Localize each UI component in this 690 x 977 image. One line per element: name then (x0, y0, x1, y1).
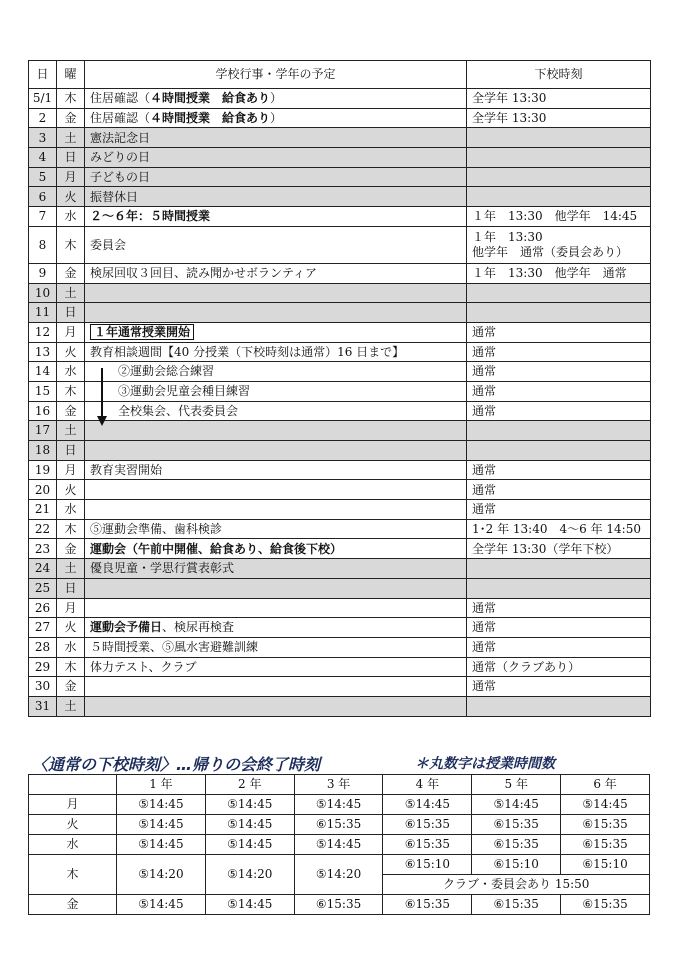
times-value: ⑤14:45 (561, 795, 650, 815)
times-weekday: 火 (29, 815, 117, 835)
schedule-row (29, 263, 651, 283)
dismissal-text: １年 13:30 他学年 14:45 (472, 209, 638, 224)
row-event (85, 559, 467, 579)
times-value: ⑤14:45 (117, 895, 206, 915)
row-dismissal (467, 108, 651, 128)
row-day: 28 (29, 637, 57, 657)
header-weekday: 曜 (57, 61, 85, 89)
row-dismissal (467, 342, 651, 362)
row-dismissal (467, 657, 651, 677)
dismissal-text: 通常 (472, 620, 497, 635)
row-event (85, 167, 467, 187)
times-value: ⑥15:10 (472, 855, 561, 875)
row-dismissal (467, 480, 651, 500)
event-text: 委員会 (90, 237, 127, 252)
times-value: ⑤14:45 (294, 795, 383, 815)
row-dismissal (467, 618, 651, 638)
row-weekday: 火 (57, 187, 85, 207)
row-event (85, 460, 467, 480)
row-event (85, 618, 467, 638)
row-event (85, 401, 467, 421)
schedule-row (29, 342, 651, 362)
period-arrow-icon (96, 368, 108, 428)
times-value: ⑤14:20 (205, 855, 294, 895)
schedule-row (29, 401, 651, 421)
row-weekday: 金 (57, 108, 85, 128)
dismissal-text: 通常 (472, 600, 497, 615)
header-day: 日 (29, 61, 57, 89)
schedule-row (29, 480, 651, 500)
schedule-row (29, 226, 651, 263)
row-day: 20 (29, 480, 57, 500)
row-event (85, 480, 467, 500)
row-weekday: 土 (57, 696, 85, 716)
times-value: ⑤14:45 (205, 835, 294, 855)
event-text: ③運動会児童会種目練習 (118, 384, 251, 399)
row-day: 22 (29, 519, 57, 539)
times-value: ⑤14:45 (117, 835, 206, 855)
row-dismissal (467, 637, 651, 657)
grade-header: 2 年 (205, 775, 294, 795)
schedule-table (28, 60, 651, 717)
event-text: ４時間授業 給食あり (150, 91, 271, 106)
row-weekday: 月 (57, 460, 85, 480)
event-text: 憲法記念日 (90, 130, 151, 145)
row-day: 26 (29, 598, 57, 618)
row-event (85, 226, 467, 263)
row-day: 25 (29, 578, 57, 598)
grade-header: 4 年 (383, 775, 472, 795)
row-dismissal (467, 500, 651, 520)
event-text: ４時間授業 給食あり (150, 110, 271, 125)
row-event (85, 637, 467, 657)
row-event (85, 578, 467, 598)
row-weekday: 水 (57, 637, 85, 657)
schedule-header-row (29, 61, 651, 89)
row-event (85, 519, 467, 539)
schedule-row (29, 677, 651, 697)
row-day: 8 (29, 226, 57, 263)
event-text: 体力テスト、クラブ (90, 659, 197, 674)
schedule-row (29, 362, 651, 382)
times-value: ⑥15:35 (294, 815, 383, 835)
row-weekday: 金 (57, 539, 85, 559)
row-dismissal (467, 303, 651, 323)
row-dismissal (467, 559, 651, 579)
row-day: 24 (29, 559, 57, 579)
row-event (85, 362, 467, 382)
times-value: ⑥15:35 (294, 895, 383, 915)
row-day: 3 (29, 128, 57, 148)
schedule-row (29, 322, 651, 342)
row-dismissal (467, 89, 651, 109)
row-dismissal (467, 578, 651, 598)
row-dismissal (467, 283, 651, 303)
row-event (85, 677, 467, 697)
row-dismissal (467, 677, 651, 697)
times-value: ⑥15:10 (383, 855, 472, 875)
row-weekday: 月 (57, 322, 85, 342)
row-weekday: 月 (57, 167, 85, 187)
event-text: 住居確認（ (90, 110, 151, 125)
row-dismissal (467, 226, 651, 263)
row-day: 6 (29, 187, 57, 207)
row-dismissal (467, 598, 651, 618)
dismissal-text: 1･2 年 13:40 4～6 年 14:50 (472, 521, 641, 536)
dismissal-text: 通常 (472, 482, 497, 497)
row-event (85, 657, 467, 677)
row-event (85, 303, 467, 323)
row-weekday: 水 (57, 500, 85, 520)
dismissal-text: 通常 (472, 364, 497, 379)
grade-header: 3 年 (294, 775, 383, 795)
row-event (85, 500, 467, 520)
schedule-row (29, 207, 651, 227)
dismissal-text: 全学年 13:30（学年下校） (472, 541, 619, 556)
row-weekday: 日 (57, 441, 85, 461)
times-value: ⑥15:35 (561, 815, 650, 835)
event-text: 検尿回収３回目、読み聞かせボランティア (90, 265, 318, 280)
schedule-row (29, 303, 651, 323)
dismissal-text: １年 13:30 他学年 通常 (472, 265, 627, 280)
dismissal-text: 通常 (472, 502, 497, 517)
grade-header: 1 年 (117, 775, 206, 795)
row-weekday: 火 (57, 480, 85, 500)
schedule-row (29, 89, 651, 109)
times-value: ⑥15:35 (472, 895, 561, 915)
row-dismissal (467, 128, 651, 148)
club-note: クラブ・委員会あり 15:50 (383, 875, 650, 895)
dismissal-text: 通常（クラブあり） (472, 659, 581, 674)
row-weekday: 木 (57, 657, 85, 677)
times-value: ⑥15:35 (561, 895, 650, 915)
row-dismissal (467, 441, 651, 461)
row-weekday: 木 (57, 226, 85, 263)
row-weekday: 日 (57, 578, 85, 598)
event-text: ５時間授業、⑤風水害避難訓練 (90, 640, 259, 655)
dismissal-heading-note: ＊丸数字は授業時間数 (415, 756, 555, 772)
schedule-row (29, 657, 651, 677)
times-value: ⑤14:45 (383, 795, 472, 815)
dismissal-text: 全学年 13:30 (472, 91, 547, 106)
dismissal-text: １年 13:30 (472, 230, 543, 245)
schedule-row (29, 441, 651, 461)
row-dismissal (467, 148, 651, 168)
row-day: 13 (29, 342, 57, 362)
schedule-row (29, 519, 651, 539)
row-dismissal (467, 539, 651, 559)
header-dismissal: 下校時刻 (467, 61, 651, 89)
row-day: 17 (29, 421, 57, 441)
dismissal-heading (30, 750, 650, 774)
row-weekday: 水 (57, 207, 85, 227)
row-event (85, 539, 467, 559)
row-day: 11 (29, 303, 57, 323)
row-event (85, 187, 467, 207)
row-event (85, 283, 467, 303)
row-event (85, 421, 467, 441)
row-event (85, 322, 467, 342)
times-value: ⑤14:45 (205, 795, 294, 815)
times-value: ⑤14:45 (117, 815, 206, 835)
row-day: 29 (29, 657, 57, 677)
row-day: 9 (29, 263, 57, 283)
event-text: ２～６年：５時間授業 (90, 209, 211, 224)
grade-header: 6 年 (561, 775, 650, 795)
schedule-row (29, 578, 651, 598)
event-text: 運動会予備日 (90, 620, 163, 635)
times-row (29, 835, 650, 855)
schedule-row (29, 460, 651, 480)
times-row (29, 895, 650, 915)
row-weekday: 水 (57, 362, 85, 382)
row-weekday: 火 (57, 342, 85, 362)
row-event (85, 342, 467, 362)
row-event (85, 89, 467, 109)
row-day: 31 (29, 696, 57, 716)
row-weekday: 土 (57, 559, 85, 579)
row-event (85, 207, 467, 227)
times-weekday: 月 (29, 795, 117, 815)
times-row (29, 795, 650, 815)
row-event (85, 108, 467, 128)
row-day: 12 (29, 322, 57, 342)
times-value: ⑤14:20 (117, 855, 206, 895)
row-day: 27 (29, 618, 57, 638)
row-day: 16 (29, 401, 57, 421)
schedule-row (29, 598, 651, 618)
row-dismissal (467, 381, 651, 401)
row-dismissal (467, 696, 651, 716)
schedule-row (29, 187, 651, 207)
row-day: 5/1 (29, 89, 57, 109)
grade-header: 5 年 (472, 775, 561, 795)
row-day: 2 (29, 108, 57, 128)
schedule-row (29, 167, 651, 187)
row-day: 21 (29, 500, 57, 520)
event-text: みどりの日 (90, 150, 151, 165)
event-text: ②運動会総合練習 (118, 364, 215, 379)
row-day: 14 (29, 362, 57, 382)
row-weekday: 日 (57, 148, 85, 168)
row-weekday: 木 (57, 519, 85, 539)
times-value: ⑤14:45 (294, 835, 383, 855)
event-text: ） (270, 110, 283, 125)
row-weekday: 木 (57, 381, 85, 401)
dismissal-text: 通常 (472, 384, 497, 399)
schedule-row (29, 128, 651, 148)
times-value: ⑥15:35 (472, 835, 561, 855)
row-weekday: 金 (57, 401, 85, 421)
times-value: ⑤14:45 (472, 795, 561, 815)
times-weekday: 水 (29, 835, 117, 855)
dismissal-text: 通常 (472, 403, 497, 418)
schedule-row (29, 500, 651, 520)
times-row (29, 815, 650, 835)
row-weekday: 土 (57, 128, 85, 148)
schedule-row (29, 539, 651, 559)
row-day: 7 (29, 207, 57, 227)
dismissal-text-2: 他学年 通常（委員会あり） (472, 244, 629, 259)
times-value: ⑤14:45 (205, 895, 294, 915)
schedule-row (29, 283, 651, 303)
event-text: 運動会（午前中開催、給食あり、給食後下校） (90, 541, 343, 556)
dismissal-text: 通常 (472, 462, 497, 477)
event-text: 優良児童・学思行賞表彰式 (90, 561, 235, 576)
times-value: ⑥15:35 (561, 835, 650, 855)
row-event (85, 381, 467, 401)
times-weekday: 金 (29, 895, 117, 915)
row-day: 19 (29, 460, 57, 480)
row-event (85, 148, 467, 168)
dismissal-text: 通常 (472, 679, 497, 694)
row-dismissal (467, 421, 651, 441)
row-weekday: 土 (57, 421, 85, 441)
dismissal-times-table (28, 774, 650, 915)
schedule-row (29, 108, 651, 128)
dismissal-heading-title: 〈通常の下校時刻〉…帰りの会終了時刻 (32, 755, 321, 774)
event-text: ⑤運動会準備、歯科検診 (90, 521, 223, 536)
row-dismissal (467, 207, 651, 227)
event-text: ） (270, 91, 283, 106)
times-header-row (29, 775, 650, 795)
row-day: 30 (29, 677, 57, 697)
schedule-row (29, 421, 651, 441)
row-dismissal (467, 519, 651, 539)
header-event: 学校行事・学年の予定 (85, 61, 467, 89)
row-dismissal (467, 167, 651, 187)
row-weekday: 木 (57, 89, 85, 109)
row-weekday: 日 (57, 303, 85, 323)
row-dismissal (467, 401, 651, 421)
row-dismissal (467, 187, 651, 207)
row-event (85, 441, 467, 461)
times-value: ⑤14:45 (117, 795, 206, 815)
schedule-row (29, 148, 651, 168)
row-weekday: 金 (57, 677, 85, 697)
dismissal-text: 通常 (472, 325, 497, 340)
event-text: 、検尿再検査 (162, 620, 235, 635)
row-event (85, 128, 467, 148)
event-text: 教育実習開始 (90, 462, 163, 477)
row-weekday: 火 (57, 618, 85, 638)
row-day: 5 (29, 167, 57, 187)
times-value: ⑤14:20 (294, 855, 383, 895)
event-text: 子どもの日 (90, 169, 151, 184)
schedule-row (29, 618, 651, 638)
event-text: 振替休日 (90, 189, 139, 204)
event-text: 教育相談週間【40 分授業（下校時刻は通常）16 日まで】 (90, 344, 405, 359)
event-text: 全校集会、代表委員会 (118, 403, 239, 418)
row-weekday: 土 (57, 283, 85, 303)
times-value: ⑥15:10 (561, 855, 650, 875)
times-value: ⑤14:45 (205, 815, 294, 835)
row-dismissal (467, 362, 651, 382)
schedule-row (29, 696, 651, 716)
times-weekday: 木 (29, 855, 117, 895)
row-dismissal (467, 263, 651, 283)
times-value: ⑥15:35 (383, 835, 472, 855)
row-day: 18 (29, 441, 57, 461)
dismissal-text: 通常 (472, 640, 497, 655)
row-dismissal (467, 460, 651, 480)
schedule-row (29, 381, 651, 401)
schedule-row (29, 637, 651, 657)
row-event (85, 263, 467, 283)
row-event (85, 598, 467, 618)
dismissal-text: 通常 (472, 344, 497, 359)
times-value: ⑥15:35 (383, 815, 472, 835)
row-day: 23 (29, 539, 57, 559)
times-header-blank (29, 775, 117, 795)
schedule-row (29, 559, 651, 579)
times-value: ⑥15:35 (472, 815, 561, 835)
times-value: ⑥15:35 (383, 895, 472, 915)
row-day: 10 (29, 283, 57, 303)
row-day: 15 (29, 381, 57, 401)
event-text: 住居確認（ (90, 91, 151, 106)
row-day: 4 (29, 148, 57, 168)
row-dismissal (467, 322, 651, 342)
row-weekday: 月 (57, 598, 85, 618)
times-row (29, 855, 650, 875)
dismissal-text: 全学年 13:30 (472, 110, 547, 125)
event-text: １年通常授業開始 (90, 324, 194, 340)
row-event (85, 696, 467, 716)
row-weekday: 金 (57, 263, 85, 283)
